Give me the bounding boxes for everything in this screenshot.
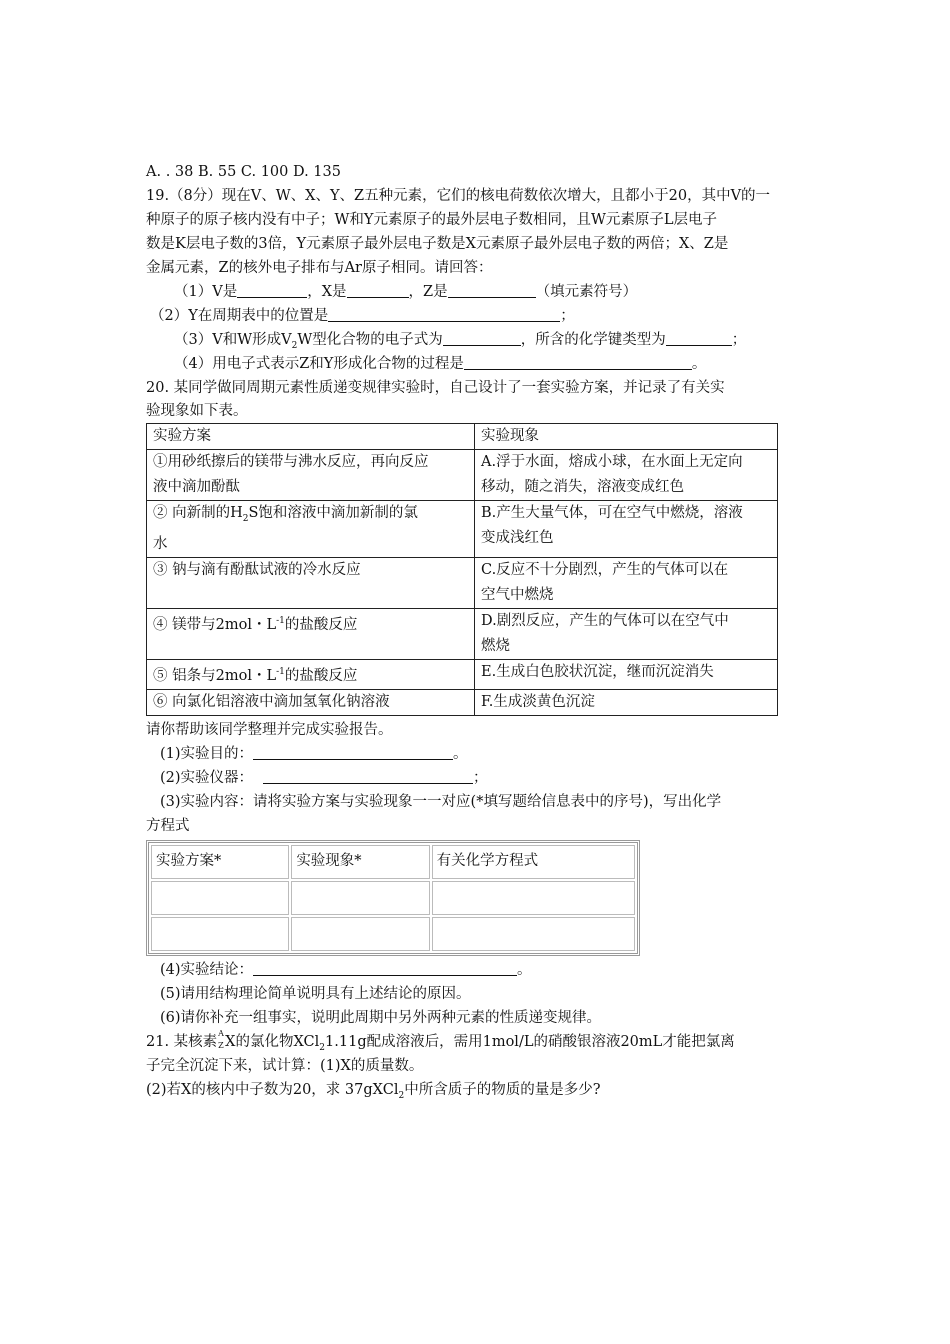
observation-cell [475,608,778,659]
table-row [147,608,778,659]
q19-sub2 [146,304,811,328]
table-header-row [147,424,778,450]
q19-sub1-text: （填元素符号） [535,284,638,300]
q19-sub1-text: ，Z是 [408,284,448,300]
q20-intro-2: 验现象如下表。 [146,403,248,419]
q20-p3b: 方程式 [146,817,190,834]
q20-p2 [146,766,811,790]
cell-text-part: S饱和溶液中滴加新制的氯 [248,505,418,521]
observation-cell [475,450,778,501]
answer-blank[interactable] [263,767,473,784]
cell-text: 液中滴加酚酞 [153,479,240,495]
cell-text: 燃烧 [481,637,510,654]
empty-cell[interactable] [151,881,289,915]
header-observation: 实验现象* [291,845,429,879]
table-row [147,689,778,715]
cell-text [153,660,468,689]
cell-text: E.生成白色胶状沉淀，继而沉淀消失 [481,663,714,680]
answer-blank[interactable] [328,305,560,322]
q19-sub2-text: （2）Y在周期表中的位置是 [150,308,329,324]
answer-blank[interactable] [666,329,732,346]
q19-sub1-text: （1）V是 [174,284,238,300]
experiment-table [146,423,778,716]
q19-sub4-text: 。 [691,356,707,372]
q21-line-1 [146,1030,811,1054]
table-header-row [151,845,635,879]
q20-after: 请你帮助该同学整理并完成实验报告。 [146,721,393,738]
plan-cell [147,659,475,689]
cell-text: B.产生大量气体，可在空气中燃烧，溶液 [481,505,743,521]
table-row [151,917,635,951]
empty-cell[interactable] [291,917,429,951]
cell-text-part: 的盐酸反应 [284,616,358,633]
q21-text: 1.11g配成溶液后，需用1mol/L的硝酸银溶液20mL才能把氯离 [325,1033,735,1050]
q20-p1-text: (1)实验目的： [160,745,254,762]
header-plan: 实验方案* [151,845,289,879]
q21-text: X的氯化物XCl [225,1033,320,1050]
cell-text-part: 的盐酸反应 [284,667,358,684]
answer-blank[interactable] [464,353,692,370]
answer-blank[interactable] [347,281,409,298]
q19-sub3 [146,328,811,352]
q20-p6: (6)请你补充一组事实，说明此周期中另外两种元素的性质递变规律。 [160,1009,602,1026]
table-row [147,501,778,558]
cell-text [153,609,468,638]
cell-text: 变成浅红色 [481,530,554,546]
q21-line-2: 子完全沉淀下来，试计算：(1)X的质量数。 [146,1057,424,1074]
table-row [147,557,778,608]
superscript: -1 [276,615,285,626]
q19-line-2: 种原子的原子核内没有中子；W和Y元素原子的最外层电子数相同，且W元素原子L层电子 [146,212,718,228]
q19-sub1-text: ，X是 [307,284,347,300]
q21-text: (2)若X的核内中子数为20，求 37gXCl [146,1081,399,1098]
subscript: 2 [319,1042,326,1053]
subscript: 2 [242,513,249,524]
q19-sub2-text: ； [560,308,575,324]
q20-intro-1: 20. 某同学做同周期元素性质递变规律实验时，自己设计了一套实验方案，并记录了有关实 [146,380,725,396]
answer-blank[interactable] [253,959,517,976]
subscript: 2 [291,340,298,351]
empty-cell[interactable] [432,881,635,915]
mass-number: A [218,1028,224,1038]
q21-text: 21. 某核素 [146,1033,218,1050]
header-observation: 实验现象 [475,424,778,450]
exam-page [146,160,811,1102]
cell-text: ③ 钠与滴有酚酞试液的冷水反应 [153,561,361,578]
table-row [151,881,635,915]
cell-text-part: ④ 镁带与2mol・L [153,616,277,633]
header-plan: 实验方案 [147,424,475,450]
plan-cell [147,501,475,558]
report-table [146,840,640,956]
cell-text [153,501,468,532]
q21-text: 中所含质子的物质的量是多少? [404,1081,601,1098]
q19-line-3: 数是K层电子数的3倍，Y元素原子最外层电子数是X元素原子最外层电子数的两倍；X、Z是 [146,236,729,252]
q21-line-3 [146,1078,811,1102]
plan-cell [147,689,475,715]
empty-cell[interactable] [432,917,635,951]
cell-text: ①用砂纸擦后的镁带与沸水反应，再向反应 [153,454,429,470]
header-equation: 有关化学方程式 [432,845,635,879]
q19-sub1 [146,280,811,304]
observation-cell [475,689,778,715]
answer-blank[interactable] [253,743,453,760]
answer-blank[interactable] [237,281,307,298]
q19-sub4 [146,352,811,376]
answer-blank[interactable] [448,281,536,298]
q20-p1 [146,742,811,766]
q19-line-1: 19.（8分）现在V、W、X、Y、Z五种元素，它们的核电荷数依次增大，且都小于20，其中V的一 [146,188,771,204]
q19-sub3-text: ； [731,332,747,348]
observation-cell [475,501,778,558]
q20-p4-text: 。 [517,961,532,978]
answer-options: A. . 38 B. 55 C. 100 D. 135 [146,164,341,180]
atomic-number: Z [218,1040,224,1050]
cell-text: 空气中燃烧 [481,586,554,603]
cell-text: C.反应不十分剧烈，产生的气体可以在 [481,561,729,578]
cell-text: F.生成淡黄色沉淀 [481,693,595,710]
table-row [147,659,778,689]
subscript: 2 [398,1090,405,1101]
plan-cell [147,450,475,501]
table-row [147,450,778,501]
cell-text: 移动，随之消失，溶液变成红色 [481,479,684,495]
q19-sub3-text: （3）V和W形成V [174,332,292,348]
q20-p2-text: (2)实验仪器： [160,769,254,786]
q20-p5: (5)请用结构理论简单说明具有上述结论的原因。 [160,985,471,1002]
cell-text: ⑥ 向氯化铝溶液中滴加氢氧化钠溶液 [153,693,390,710]
cell-text: A.浮于水面，熔成小球，在水面上无定向 [481,454,743,470]
q19-line-4: 金属元素，Z的核外电子排布与Ar原子相同。请回答： [146,260,493,276]
cell-text: 水 [153,535,168,552]
q20-p4-text: (4)实验结论： [160,961,254,978]
superscript: -1 [276,666,285,677]
cell-text-part: ② 向新制的H [153,505,243,521]
cell-text: D.剧烈反应，产生的气体可以在空气中 [481,612,729,629]
q20-p1-text: 。 [453,745,468,762]
q19-sub3-text: W型化合物的电子式为 [297,332,443,348]
observation-cell [475,659,778,689]
nuclide-notation [217,1028,225,1050]
cell-text-part: ⑤ 铝条与2mol・L [153,667,277,684]
q20-p2-text: ； [473,769,488,786]
q19-sub4-text: （4）用电子式表示Z和Y形成化合物的过程是 [174,356,464,372]
empty-cell[interactable] [291,881,429,915]
q20-p4 [146,958,811,982]
answer-blank[interactable] [443,329,521,346]
q20-p3a: (3)实验内容：请将实验方案与实验现象一一对应(*填写题给信息表中的序号)，写出化学 [160,793,722,810]
plan-cell [147,608,475,659]
observation-cell [475,557,778,608]
empty-cell[interactable] [151,917,289,951]
plan-cell [147,557,475,608]
q19-sub3-text: ，所含的化学键类型为 [520,332,666,348]
